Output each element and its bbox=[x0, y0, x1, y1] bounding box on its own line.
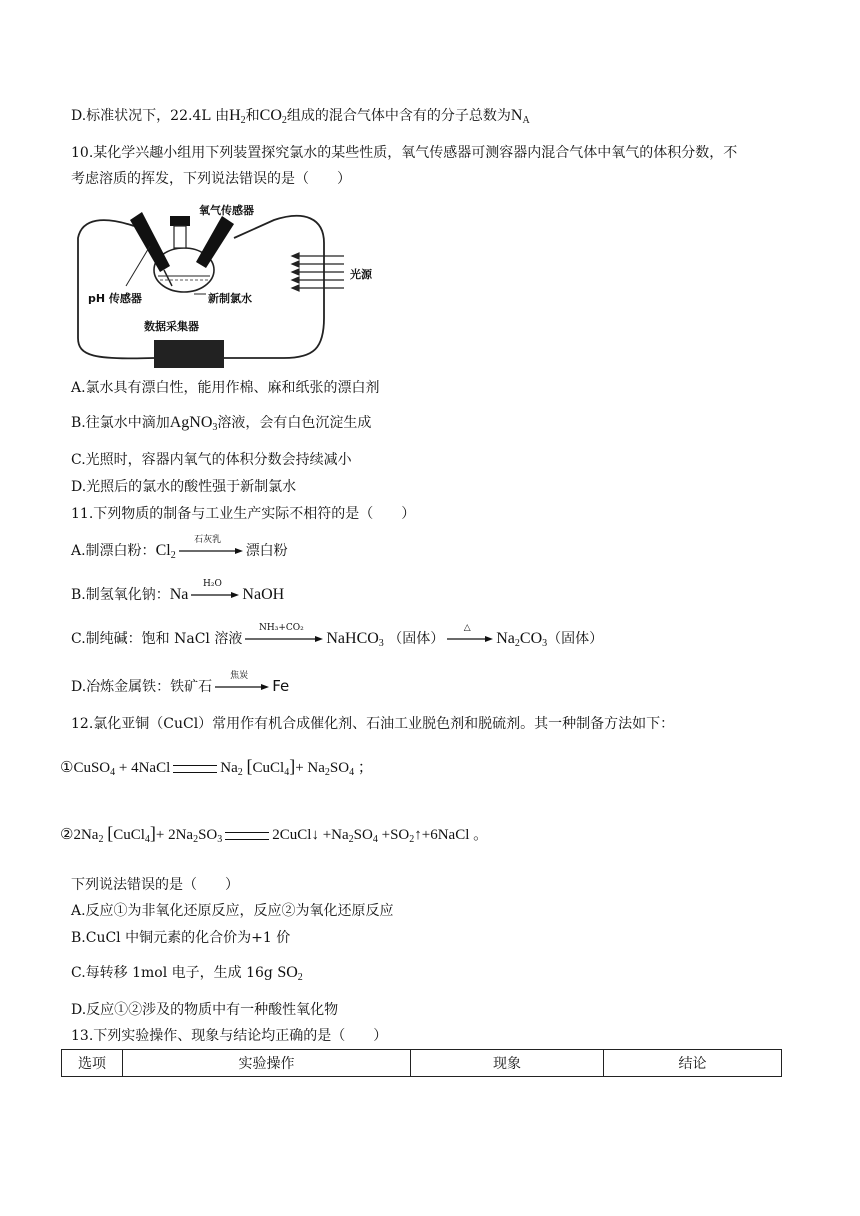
header-phenomenon: 现象 bbox=[411, 1050, 604, 1077]
q9-d-text: D.标准状况下，22.4L 由 bbox=[71, 108, 230, 124]
formula-na-metal: Na bbox=[169, 586, 189, 603]
apparatus-drawing bbox=[74, 198, 414, 373]
q11-c-prefix: C.制纯碱：饱和 NaCl 溶液 bbox=[71, 631, 243, 647]
q9-option-d bbox=[71, 107, 530, 125]
q11-a-product: 漂白粉 bbox=[245, 543, 288, 559]
q12-stem: 12.氯化亚铜（CuCl）常用作有机合成催化剂、石油工业脱色剂和脱硫剂。其一种制备方法如下： bbox=[71, 716, 675, 732]
formula-fe: Fe bbox=[272, 677, 290, 695]
eq2-end: 。 bbox=[473, 827, 489, 843]
bracket-close: ] bbox=[149, 823, 156, 843]
formula-na: $N_A$ bbox=[510, 107, 530, 126]
eq1-nacl: + 4NaCl bbox=[118, 760, 171, 776]
precipitate-arrow-icon: ↓ bbox=[311, 827, 319, 843]
label-ph-sensor: pH 传感器 bbox=[88, 292, 142, 305]
eq2-cucl4: CuCl bbox=[113, 827, 145, 843]
q11-c-solid-1: （固体） bbox=[388, 631, 445, 647]
label-light-source: 光源 bbox=[350, 268, 372, 281]
q11-option-d bbox=[71, 671, 290, 696]
table-header-row bbox=[62, 1050, 782, 1077]
bracket-close: ] bbox=[289, 756, 296, 776]
q12-equation-1: ①CuSO$_4$ + 4NaCl $Na_2$ [CuCl$_4$]+ $Na_2SO_4$ ； bbox=[60, 756, 373, 778]
q13-table bbox=[61, 1049, 782, 1077]
q13-stem: 13.下列实验操作、现象与结论均正确的是（ ） bbox=[71, 1028, 388, 1044]
reaction-arrow: 焦炭 bbox=[215, 683, 269, 691]
q10-b-suffix: 溶液，会有白色沉淀生成 bbox=[217, 415, 372, 431]
q11-option-a bbox=[71, 535, 288, 561]
q11-b-prefix: B.制氢氧化钠： bbox=[71, 587, 170, 603]
eq2-2na: 2Na bbox=[73, 827, 99, 843]
formula-na2co3: $Na_2CO_3$ bbox=[496, 630, 548, 649]
q10-stem-line-1: 10.某化学兴趣小组用下列装置探究氯水的某些性质，氧气传感器可测容器内混合气体中氧气的体积分数，不 bbox=[71, 145, 738, 161]
q11-option-b bbox=[71, 579, 285, 604]
eq2-number: ② bbox=[60, 827, 74, 843]
eq1-cucl4: CuCl bbox=[252, 760, 285, 776]
q11-c-solid-2: （固体） bbox=[547, 631, 604, 647]
q12-equation-2: $②2Na_2$ [CuCl$_4$]+ $2Na_2SO_3$ 2CuCl↓ $+Na_2SO_4$ $+SO_2↑+6NaCl$ 。 bbox=[60, 823, 489, 845]
q12-option-a: A.反应①为非氧化还原反应，反应②为氧化还原反应 bbox=[71, 903, 394, 919]
bracket-open: [ bbox=[246, 756, 253, 776]
formula-nahco3: NaHCO$_3$ bbox=[326, 630, 384, 649]
eq1-end: ； bbox=[357, 760, 373, 776]
q10-option-c: C.光照时，容器内氧气的体积分数会持续减小 bbox=[71, 452, 352, 468]
eq2-so2: +SO bbox=[381, 827, 410, 843]
q12-option-c bbox=[71, 964, 303, 982]
equals-sign bbox=[173, 765, 217, 773]
q10-b-prefix: B.往氯水中滴加 bbox=[71, 415, 170, 431]
q10-apparatus-diagram bbox=[74, 198, 414, 373]
q11-d-prefix: D.冶炼金属铁：铁矿石 bbox=[71, 679, 213, 695]
eq2-so4: SO bbox=[353, 827, 373, 843]
label-chlorine-water: 新制氯水 bbox=[208, 292, 252, 305]
eq2-6nacl: +6NaCl bbox=[421, 827, 470, 843]
reaction-arrow: 石灰乳 bbox=[179, 547, 243, 555]
eq2-na2: +Na bbox=[322, 827, 349, 843]
header-conclusion: 结论 bbox=[604, 1050, 782, 1077]
eq1-na2: + Na bbox=[295, 760, 325, 776]
eq2-2na2: + 2Na bbox=[155, 827, 194, 843]
q11-stem: 11.下列物质的制备与工业生产实际不相符的是（ ） bbox=[71, 506, 416, 522]
label-data-collector: 数据采集器 bbox=[144, 320, 199, 333]
q9-d-and: 和 bbox=[245, 108, 260, 124]
q12-option-b: B.CuCl 中铜元素的化合价为+1 价 bbox=[71, 930, 291, 946]
equals-sign bbox=[225, 832, 269, 840]
q9-d-mid: 组成的混合气体中含有的分子总数为 bbox=[286, 108, 511, 124]
header-operation: 实验操作 bbox=[123, 1050, 411, 1077]
q12-ask: 下列说法错误的是（ ） bbox=[71, 877, 239, 893]
q12-c-prefix: C.每转移 1mol 电子，生成 16g bbox=[71, 965, 273, 981]
q10-option-b bbox=[71, 414, 371, 432]
formula-co2: $CO_2$ bbox=[259, 107, 287, 126]
reaction-arrow: △ bbox=[447, 635, 493, 643]
formula-h2: $H_2$ bbox=[229, 107, 246, 126]
q10-option-a: A.氯水具有漂白性，能用作棉、麻和纸张的漂白剂 bbox=[71, 380, 380, 396]
q11-option-c bbox=[71, 623, 604, 649]
eq1-cuso4: CuSO bbox=[73, 760, 111, 776]
formula-cl2: $Cl_2$ bbox=[155, 542, 176, 561]
header-option: 选项 bbox=[62, 1050, 123, 1077]
eq1-na: Na bbox=[220, 760, 238, 776]
eq1-number: ① bbox=[60, 760, 74, 776]
formula-naoh: NaOH bbox=[242, 586, 285, 603]
bracket-open: [ bbox=[107, 823, 114, 843]
reaction-arrow: NH₃+CO₂ bbox=[245, 635, 323, 643]
eq2-cucl: 2CuCl bbox=[272, 827, 312, 843]
label-o2-sensor: 氧气传感器 bbox=[199, 204, 254, 217]
q11-a-prefix: A.制漂白粉： bbox=[71, 543, 156, 559]
formula-agno3: AgNO$_3$ bbox=[169, 414, 218, 433]
q12-option-d: D.反应①②涉及的物质中有一种酸性氧化物 bbox=[71, 1002, 339, 1018]
eq1-so4: SO bbox=[329, 760, 350, 776]
eq2-so3: SO bbox=[198, 827, 218, 843]
reaction-arrow: H₂O bbox=[191, 591, 239, 599]
q10-stem-line-2: 考虑溶质的挥发，下列说法错误的是（ ） bbox=[71, 171, 351, 187]
formula-so2: $SO_2$ bbox=[277, 964, 303, 983]
gas-arrow-icon: ↑ bbox=[414, 827, 422, 843]
q10-option-d: D.光照后的氯水的酸性强于新制氯水 bbox=[71, 479, 297, 495]
